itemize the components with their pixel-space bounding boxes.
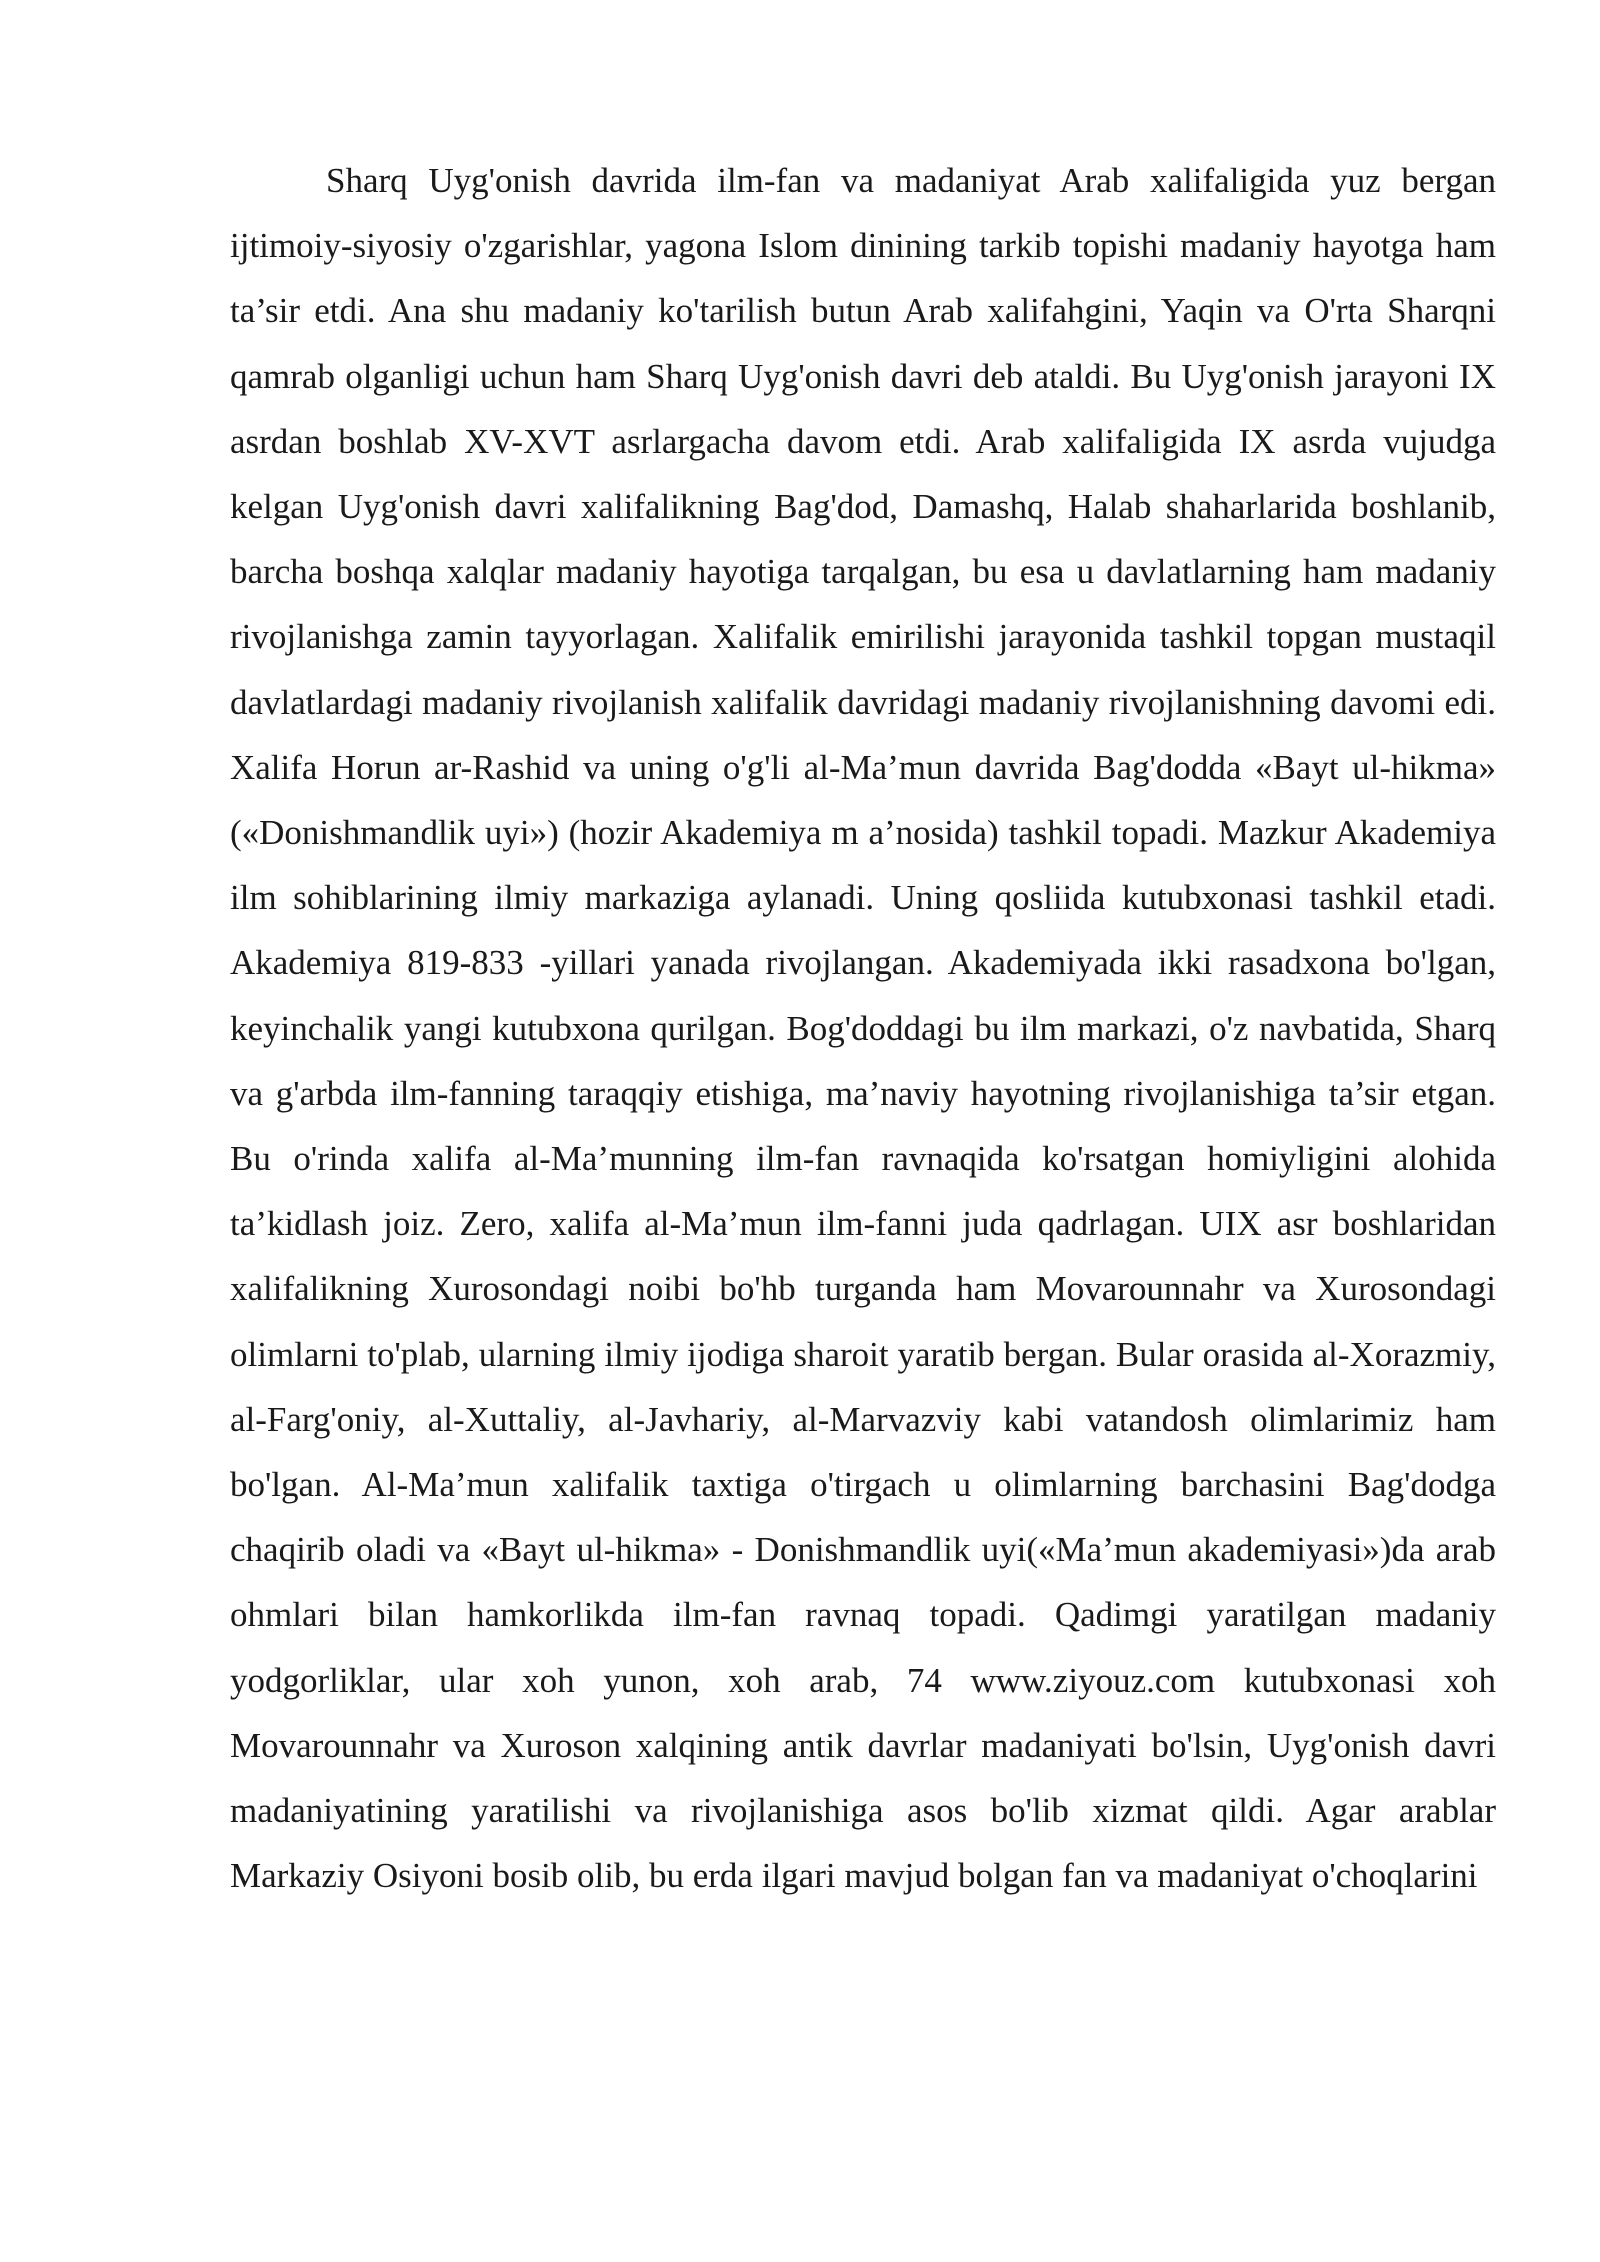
- body-paragraph: Sharq Uyg'onish davrida ilm-fan va madaniyat Arab xalifaligida yuz bergan ijtimoiy-siyosiy o'zgarishlar, yagona Islom dinining tarkib topishi madaniy hayotga ham ta’sir etdi. Ana shu madaniy ko'tarilish butun Arab xalifahgini, Yaqin va O'rta Sharqni qamrab olganligi uchun ham Sharq Uyg'onish davri deb ataldi. Bu Uyg'onish jarayoni IX asrdan boshlab XV-XVT asrlargacha davom etdi. Arab xalifaligida IX asrda vujudga kelgan Uyg'onish davri xalifalikning Bag'dod, Damashq, Halab shaharlarida boshlanib, barcha boshqa xalqlar madaniy hayotiga tarqalgan, bu esa u davlatlarning ham madaniy rivojlanishga zamin tayyorlagan. Xalifalik emirilishi jarayonida tashkil topgan mustaqil davlatlardagi madaniy rivojlanish xalifalik davridagi madaniy rivojlanishning davomi edi. Xalifa Horun ar-Rashid va uning o'g'li al-Ma’mun davrida Bag'dodda «Bayt ul-hikma» («Donishmandlik uyi») (hozir Akademiya m a’nosida) tashkil topadi. Mazkur Akademiya ilm sohiblarining ilmiy markaziga aylanadi. Uning qosliida kutubxonasi tashkil etadi. Akademiya 819-833 -yillari yanada rivojlangan. Akademiyada ikki rasadxona bo'lgan, keyinchalik yangi kutubxona qurilgan. Bog'doddagi bu ilm markazi, o'z navbatida, Sharq va g'arbda ilm-fanning taraqqiy etishiga, ma’naviy hayotning rivojlanishiga ta’sir etgan. Bu o'rinda xalifa al-Ma’munning ilm-fan ravnaqida ko'rsatgan homiyligini alohida ta’kidlash joiz. Zero, xalifa al-Ma’mun ilm-fanni juda qadrlagan. UIX asr boshlaridan xalifalikning Xurosondagi noibi bo'hb turganda ham Movarounnahr va Xurosondagi olimlarni to'plab, ularning ilmiy ijodiga sharoit yaratib bergan. Bular orasida al-Xorazmiy, al-Farg'oniy, al-Xuttaliy, al-Javhariy, al-Marvazviy kabi vatandosh olimlarimiz ham bo'lgan. Al-Ma’mun xalifalik taxtiga o'tirgach u olimlarning barchasini Bag'dodga chaqirib oladi va «Bayt ul-hikma» - Donishmandlik uyi(«Ma’mun akademiyasi»)da arab ohmlari bilan hamkorlikda ilm-fan ravnaq topadi. Qadimgi yaratilgan madaniy yodgorliklar, ular xoh yunon, xoh arab, 74 www.ziyouz.com kutubxonasi xoh Movarounnahr va Xuroson xalqining antik davrlar madaniyati bo'lsin, Uyg'onish davri madaniyatining yaratilishi va rivojlanishiga asos bo'lib xizmat qildi. Agar arablar Markaziy Osiyoni bosib olib, bu erda ilgari mavjud bolgan fan va madaniyat o'choqlarini: [230, 161, 1496, 1896]
